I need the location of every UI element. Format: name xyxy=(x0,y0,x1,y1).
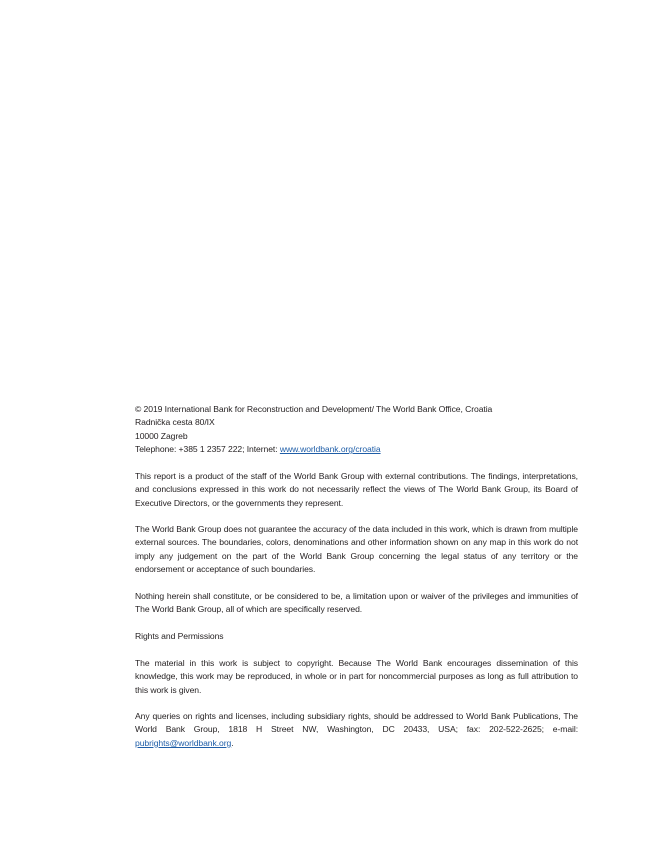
paragraph-immunities: Nothing herein shall constitute, or be considered to be, a limitation upon or waiver of the privileges and immunities of The World Bank Group, all of which are specifically reserved. xyxy=(135,591,578,615)
disclaimer-guarantee xyxy=(135,523,578,577)
paragraph-material: The material in this work is subject to copyright. Because The World Bank encourages dissemination of this knowledge, this work may be reproduced, in whole or in part for noncommercial purposes as long as full attribution to this work is given. xyxy=(135,658,578,695)
email-link[interactable]: pubrights@worldbank.org xyxy=(135,737,232,748)
paragraph-queries xyxy=(135,710,578,750)
copyright-block xyxy=(135,403,578,457)
website-link[interactable]: www.worldbank.org/croatia xyxy=(279,444,381,455)
address-city: 10000 Zagreb xyxy=(135,430,188,441)
contact-line xyxy=(135,443,578,456)
rights-queries xyxy=(135,710,578,750)
rights-heading xyxy=(135,630,578,643)
telephone-text: Telephone: +385 1 2357 222; Internet: xyxy=(135,444,280,455)
disclaimer-product xyxy=(135,470,578,510)
queries-period: . xyxy=(231,737,234,748)
queries-text: Any queries on rights and licenses, including subsidiary rights, should be addressed to World Bank Publications, The World Bank Group, 1818 H Street NW, Washington, DC 20433, USA; fax: 202-522-2625; e-mail: xyxy=(135,711,578,735)
paragraph-guarantee: The World Bank Group does not guarantee the accuracy of the data included in this work, which is drawn from multiple external sources. The boundaries, colors, denominations and other information shown on any map in this work do not imply any judgement on the part of the World Bank Group concerning the legal status of any territory or the endorsement or acceptance of such boundaries. xyxy=(135,524,578,575)
copyright-material xyxy=(135,657,578,697)
rights-heading-text: Rights and Permissions xyxy=(135,631,224,641)
copyright-line: © 2019 International Bank for Reconstruction and Development/ The World Bank Office, Croatia xyxy=(135,404,493,414)
paragraph-product: This report is a product of the staff of the World Bank Group with external contributions. The findings, interpretations, and conclusions expressed in this work do not necessarily reflect the views of The World Bank Group, its Board of Executive Directors, or the governments they represent. xyxy=(135,471,578,508)
address-street: Radnička cesta 80/IX xyxy=(135,417,215,428)
disclaimer-immunities xyxy=(135,590,578,617)
